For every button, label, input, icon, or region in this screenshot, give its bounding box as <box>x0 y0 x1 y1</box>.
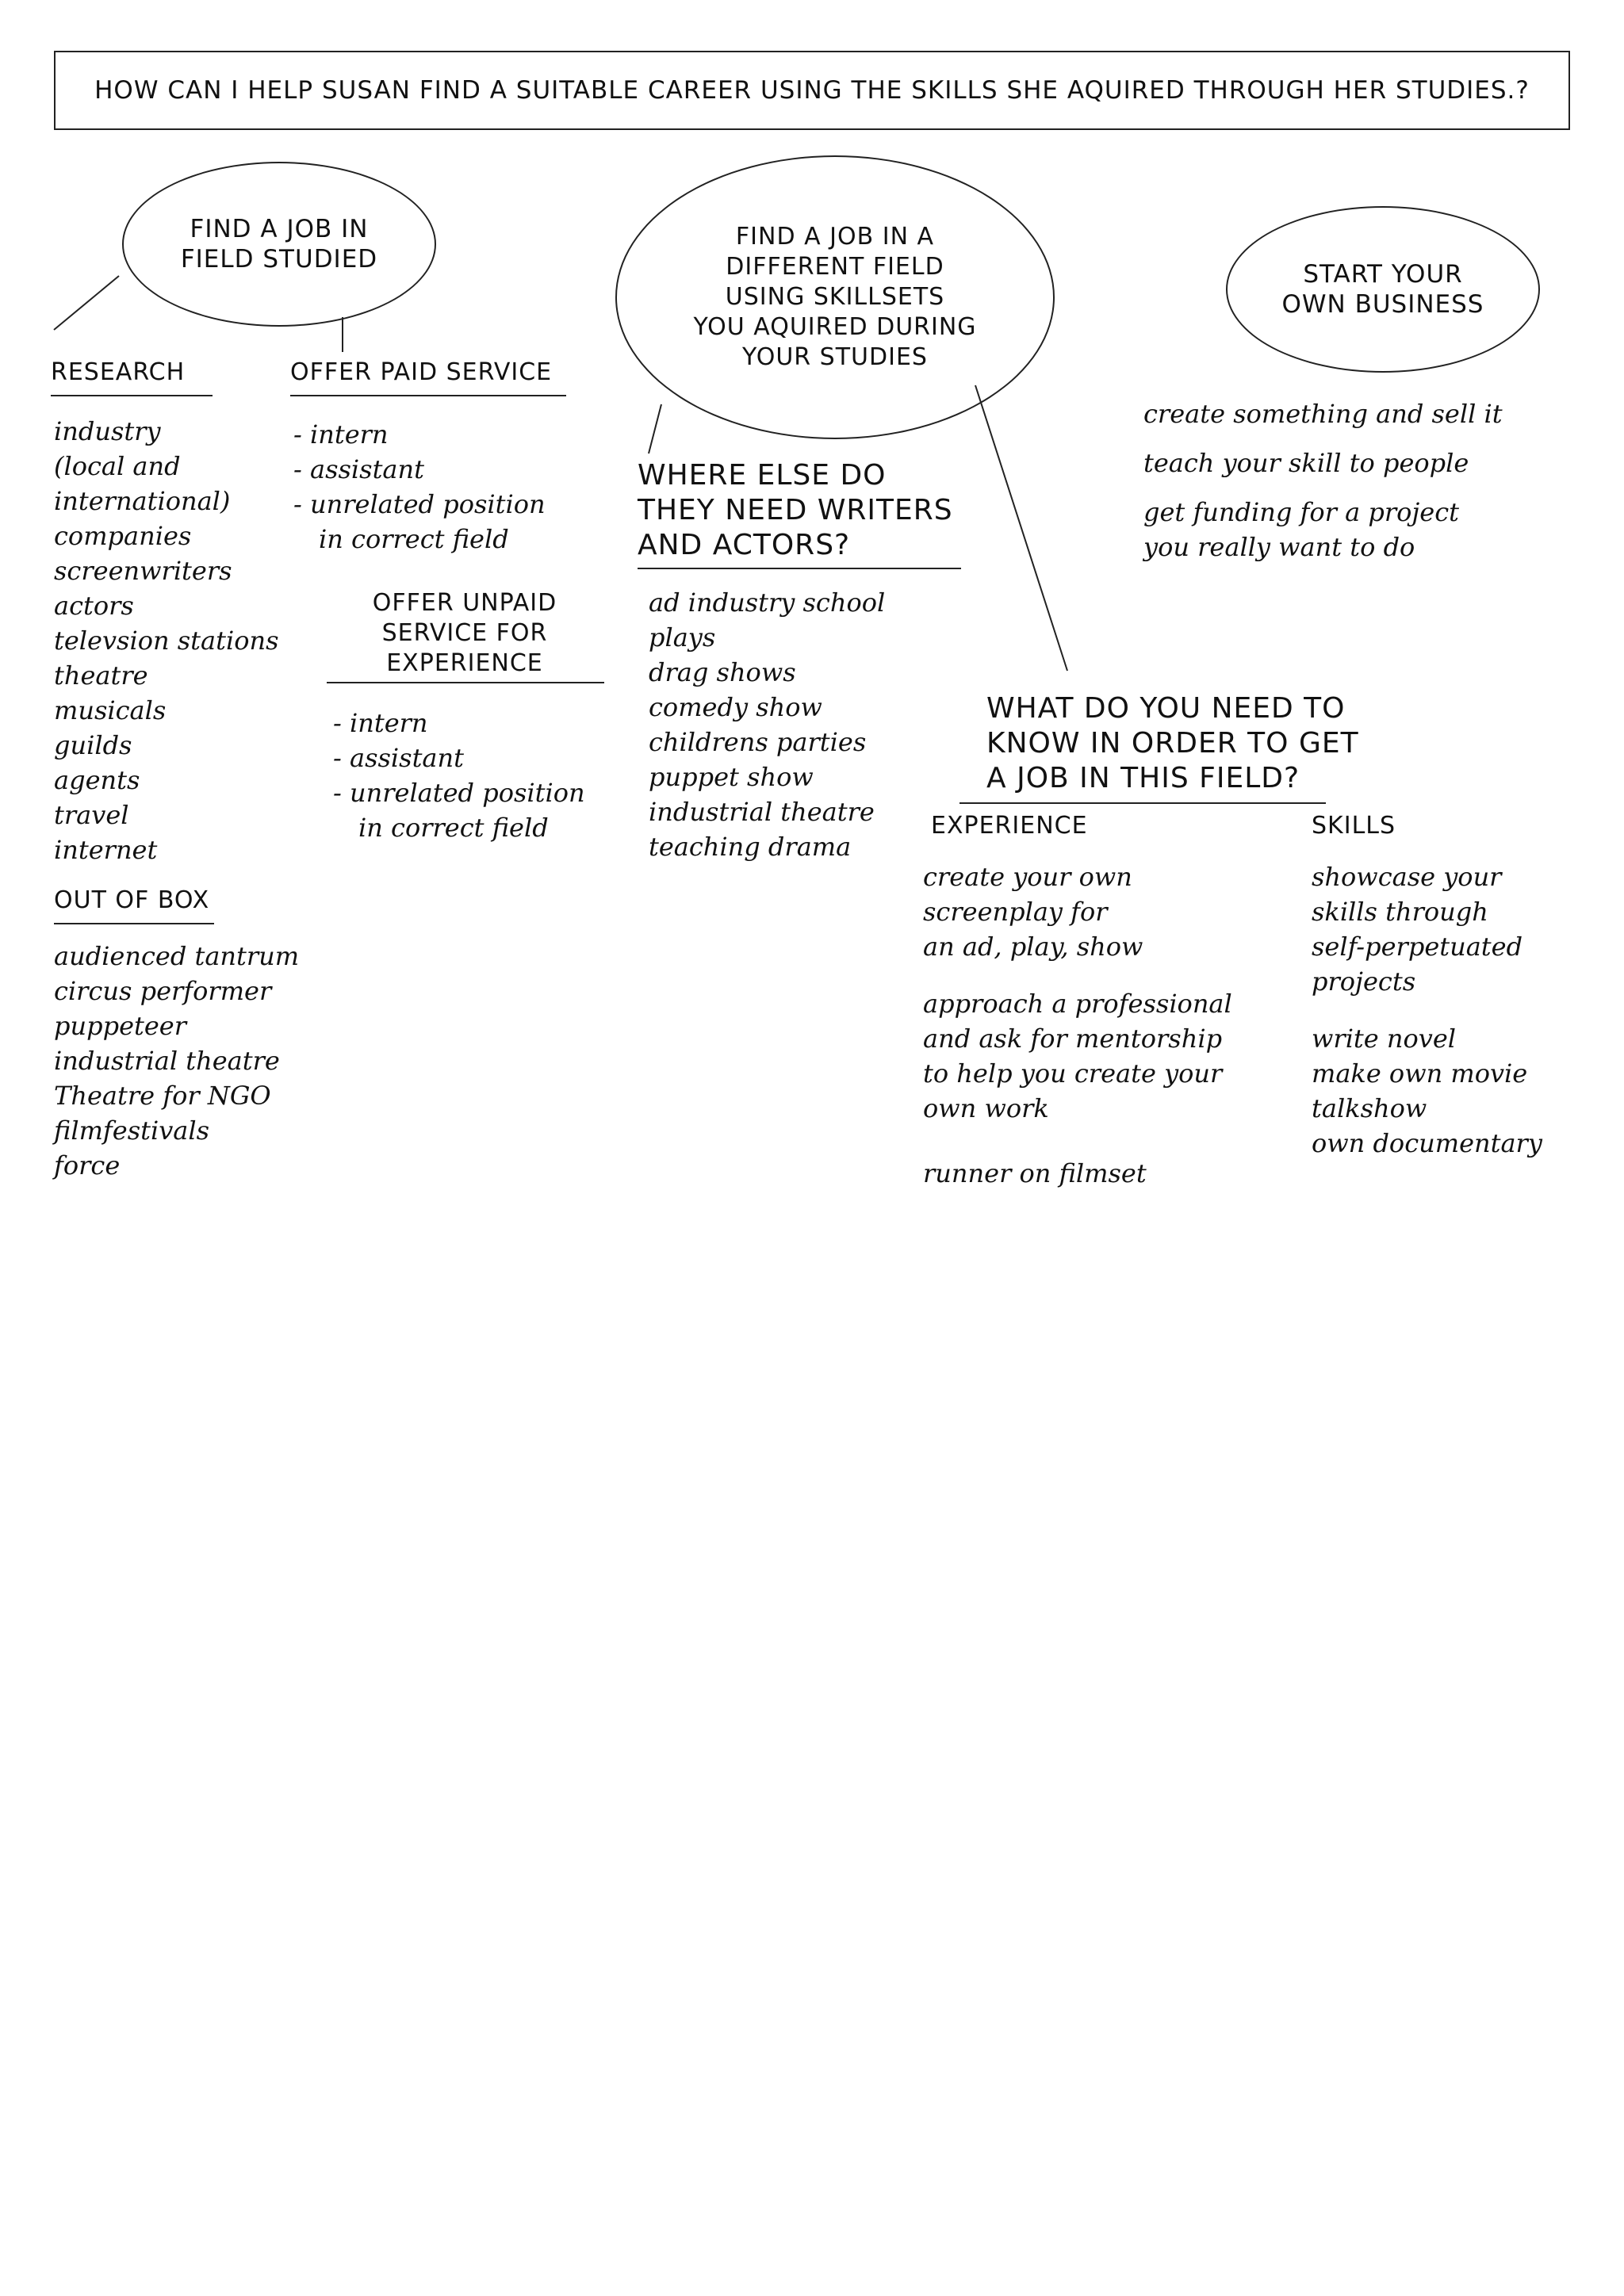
connector-research <box>54 276 119 330</box>
list-item: circus performer <box>54 976 272 1006</box>
list-item: industrial theatre <box>649 797 875 827</box>
skills-heading: SKILLS <box>1312 812 1396 840</box>
unpaid-service-heading-line: EXPERIENCE <box>386 649 543 677</box>
list-item: ad industry school <box>649 587 886 618</box>
list-item: you really want to do <box>1143 532 1415 562</box>
list-item: industrial theatre <box>54 1046 280 1076</box>
bubble-field-studied-line: FIND A JOB IN <box>190 215 369 243</box>
bubble-different-field-line: USING SKILLSETS <box>725 283 945 311</box>
list-item: an ad, play, show <box>923 932 1143 962</box>
list-item: runner on filmset <box>923 1158 1147 1188</box>
writers-actors-underline <box>638 568 961 569</box>
list-item: - assistant <box>293 454 424 484</box>
research-heading: RESEARCH <box>51 358 186 386</box>
bubble-own-business-line: START YOUR <box>1303 260 1463 289</box>
list-item: puppeteer <box>54 1011 187 1041</box>
list-item: theatre <box>54 660 148 691</box>
list-item: talkshow <box>1312 1093 1427 1123</box>
list-item: own documentary <box>1312 1128 1542 1158</box>
list-item: write novel <box>1312 1024 1457 1054</box>
need-to-know-heading-line: KNOW IN ORDER TO GET <box>986 727 1359 760</box>
research-underline <box>51 395 213 396</box>
list-item: (local and <box>54 451 181 481</box>
list-item: - intern <box>293 419 389 450</box>
list-item: make own movie <box>1312 1058 1528 1089</box>
unpaid-service-heading-line: SERVICE FOR <box>381 619 548 647</box>
list-item: puppet show <box>649 762 814 792</box>
connector-need-to-know <box>975 385 1067 671</box>
list-item: get funding for a project <box>1143 497 1460 527</box>
list-item: screenwriters <box>54 556 232 586</box>
list-item: drag shows <box>649 657 796 687</box>
list-item: musicals <box>54 695 167 725</box>
list-item: audienced tantrum <box>54 941 300 971</box>
list-item: plays <box>649 622 716 652</box>
list-item: showcase your <box>1312 862 1502 892</box>
writers-actors-heading-line: AND ACTORS? <box>638 529 851 561</box>
list-item: - intern <box>333 708 428 738</box>
need-to-know-underline <box>959 802 1326 804</box>
list-item: international) <box>54 486 231 516</box>
list-item: internet <box>54 835 158 865</box>
list-item: create something and sell it <box>1143 399 1503 429</box>
list-item: Theatre for NGO <box>54 1081 271 1111</box>
out-of-box-heading: OUT OF BOX <box>54 886 210 914</box>
writers-actors-heading-line: THEY NEED WRITERS <box>638 494 953 526</box>
list-item: to help you create your <box>923 1058 1223 1089</box>
experience-list <box>923 859 1232 1191</box>
list-item: self-perpetuated <box>1312 932 1523 962</box>
business-list <box>1143 396 1503 564</box>
list-item: approach a professional <box>923 989 1232 1019</box>
list-item: own work <box>923 1093 1049 1123</box>
list-item: in correct field <box>358 813 549 843</box>
list-item: televsion stations <box>54 626 279 656</box>
experience-heading: EXPERIENCE <box>931 812 1088 840</box>
list-item: projects <box>1312 966 1416 997</box>
paid-service-list <box>293 417 546 557</box>
unpaid-service-heading <box>327 588 603 679</box>
paid-service-heading: OFFER PAID SERVICE <box>290 358 553 386</box>
bubble-field-studied-line: FIELD STUDIED <box>180 245 378 274</box>
bubble-different-field-line: DIFFERENT FIELD <box>726 253 944 281</box>
writers-actors-heading-line: WHERE ELSE DO <box>638 459 887 492</box>
list-item: - unrelated position <box>293 489 546 519</box>
writers-actors-list <box>649 585 885 864</box>
bubble-different-field-line: FIND A JOB IN A <box>735 223 935 251</box>
research-list <box>54 414 279 867</box>
need-to-know-heading-line: WHAT DO YOU NEED TO <box>986 692 1346 725</box>
bubble-own-business-line: OWN BUSINESS <box>1281 290 1484 319</box>
list-item: agents <box>54 765 140 795</box>
bubble-different-field-line: YOUR STUDIES <box>742 343 928 371</box>
out-of-box-underline <box>54 923 214 924</box>
list-item: travel <box>54 800 129 830</box>
unpaid-service-underline <box>327 682 604 683</box>
list-item: guilds <box>54 730 132 760</box>
need-to-know-heading-line: A JOB IN THIS FIELD? <box>986 762 1300 794</box>
list-item: actors <box>54 591 134 621</box>
list-item: skills through <box>1312 897 1488 927</box>
list-item: teaching drama <box>649 832 852 862</box>
central-question: HOW CAN I HELP SUSAN FIND A SUITABLE CAREER USING THE SKILLS SHE AQUIRED THROUGH HER STUDIES.? <box>94 76 1530 105</box>
list-item: create your own <box>923 862 1132 892</box>
list-item: screenplay for <box>923 897 1108 927</box>
connector-writers-actors <box>649 404 661 453</box>
skills-list <box>1312 859 1542 1161</box>
list-item: industry <box>54 416 161 446</box>
bubble-different-field <box>615 155 1055 439</box>
list-item: comedy show <box>649 692 822 722</box>
list-item: childrens parties <box>649 727 867 757</box>
list-item: teach your skill to people <box>1143 448 1469 478</box>
list-item: companies <box>54 521 192 551</box>
list-item: and ask for mentorship <box>923 1024 1223 1054</box>
list-item: in correct field <box>319 524 509 554</box>
bubble-different-field-line: YOU AQUIRED DURING <box>693 313 977 341</box>
paid-service-underline <box>290 395 566 396</box>
list-item: - unrelated position <box>333 778 585 808</box>
list-item: - assistant <box>333 743 464 773</box>
need-to-know-heading <box>986 691 1359 796</box>
unpaid-service-heading-line: OFFER UNPAID <box>372 589 557 617</box>
bubble-own-business <box>1226 206 1540 373</box>
bubble-field-studied <box>122 162 436 327</box>
central-question-box <box>54 51 1570 130</box>
list-item: filmfestivals <box>54 1115 210 1146</box>
list-item: force <box>54 1150 121 1181</box>
unpaid-service-list <box>333 706 585 845</box>
writers-actors-heading <box>638 458 953 563</box>
out-of-box-list <box>54 939 299 1183</box>
